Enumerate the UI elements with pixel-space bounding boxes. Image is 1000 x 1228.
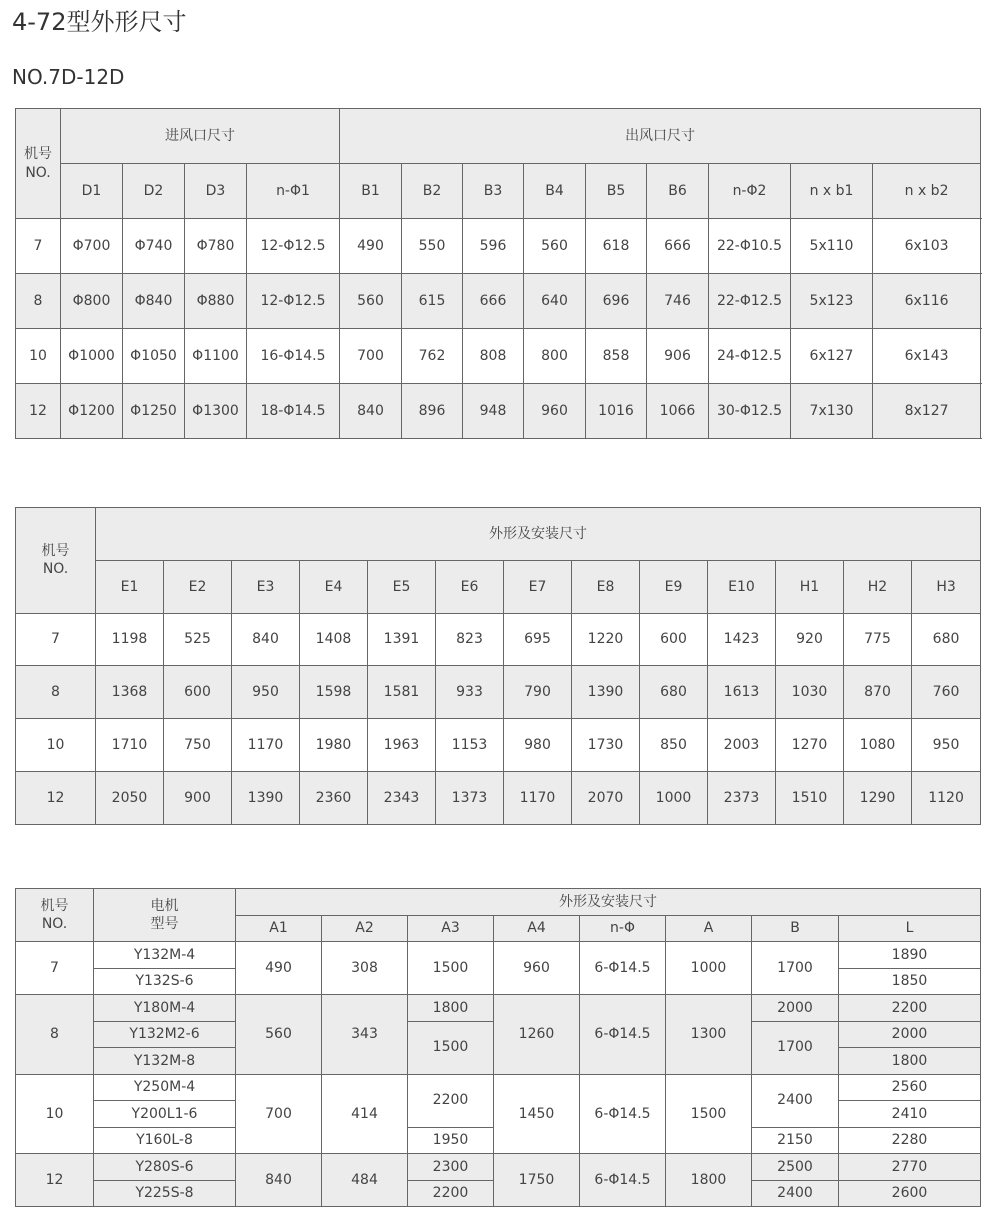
table-cell: 840 xyxy=(232,613,300,666)
machine-no-cell: 7 xyxy=(16,613,96,666)
table-cell: 1066 xyxy=(647,384,709,439)
table-cell: 1598 xyxy=(300,666,368,719)
table-cell: 18-Φ14.5 xyxy=(247,384,340,439)
a-cell: 1800 xyxy=(666,1154,752,1207)
inlet-outlet-dimensions-table xyxy=(15,108,981,439)
motor-model-cell: Y250M-4 xyxy=(94,1074,236,1101)
a3-cell: 2200 xyxy=(408,1180,494,1207)
table-cell: 12-Φ12.5 xyxy=(247,219,340,274)
table-row xyxy=(16,329,981,384)
table-cell: Φ1050 xyxy=(123,329,185,384)
motor-installation-table xyxy=(15,888,981,1207)
table-row xyxy=(16,719,981,772)
a4-cell: 1260 xyxy=(494,995,580,1075)
table-cell: 1016 xyxy=(586,384,647,439)
table-cell: 525 xyxy=(164,613,232,666)
table-cell: 790 xyxy=(504,666,572,719)
table-cell: Φ840 xyxy=(123,274,185,329)
a1-cell: 700 xyxy=(236,1074,322,1154)
table-cell: 1080 xyxy=(844,719,912,772)
table-cell: 900 xyxy=(164,771,232,824)
table-cell: 858 xyxy=(586,329,647,384)
motor-model-cell: Y200L1-6 xyxy=(94,1101,236,1128)
table-cell: 980 xyxy=(504,719,572,772)
table-cell: Φ800 xyxy=(61,274,123,329)
table-cell: 618 xyxy=(586,219,647,274)
machine-no-cell: 7 xyxy=(16,942,94,995)
a2-cell: 414 xyxy=(322,1074,408,1154)
table-cell: 760 xyxy=(912,666,981,719)
l-cell: 2410 xyxy=(839,1101,981,1128)
table-cell: 750 xyxy=(164,719,232,772)
l-cell: 1850 xyxy=(839,968,981,995)
table-cell: 1710 xyxy=(96,719,164,772)
a3-cell: 2300 xyxy=(408,1154,494,1181)
table-cell: 1980 xyxy=(300,719,368,772)
column-header-d1: D1 xyxy=(61,164,123,219)
l-cell: 1890 xyxy=(839,942,981,969)
table-cell: 840 xyxy=(340,384,402,439)
table-cell: 850 xyxy=(640,719,708,772)
b-cell: 2000 xyxy=(752,995,839,1022)
column-header-a2: A2 xyxy=(322,915,408,942)
outlet-size-header: 出风口尺寸 xyxy=(340,109,981,164)
motor-model-cell: Y132M-8 xyxy=(94,1048,236,1075)
a2-cell: 343 xyxy=(322,995,408,1075)
table-cell: 1408 xyxy=(300,613,368,666)
table-cell: 696 xyxy=(586,274,647,329)
machine-no-cell: 10 xyxy=(16,1074,94,1154)
column-header-d2: D2 xyxy=(123,164,185,219)
a4-cell: 1750 xyxy=(494,1154,580,1207)
table-row xyxy=(16,771,981,824)
table-cell: 2343 xyxy=(368,771,436,824)
table-cell: 950 xyxy=(912,719,981,772)
l-cell: 2000 xyxy=(839,1021,981,1048)
table-cell: 700 xyxy=(340,329,402,384)
table-cell: Φ1250 xyxy=(123,384,185,439)
table-cell: 12-Φ12.5 xyxy=(247,274,340,329)
column-header-b3: B3 xyxy=(463,164,524,219)
column-header-e9: E9 xyxy=(640,560,708,613)
a3-cell: 1950 xyxy=(408,1127,494,1154)
machine-no-cell: 12 xyxy=(16,1154,94,1207)
table-cell: 22-Φ10.5 xyxy=(709,219,791,274)
table-cell: 560 xyxy=(340,274,402,329)
table-cell: 808 xyxy=(463,329,524,384)
table-cell: 1170 xyxy=(504,771,572,824)
column-header-b: B xyxy=(752,915,839,942)
column-header-b5: B5 xyxy=(586,164,647,219)
a-cell: 1500 xyxy=(666,1074,752,1154)
b-cell: 2400 xyxy=(752,1180,839,1207)
machine-no-cell: 8 xyxy=(16,666,96,719)
table-cell: 1030 xyxy=(776,666,844,719)
model-range-subtitle: NO.7D-12D xyxy=(12,65,125,89)
table-cell: 6x143 xyxy=(873,329,981,384)
table-cell: 695 xyxy=(504,613,572,666)
table-cell: 680 xyxy=(912,613,981,666)
l-cell: 1800 xyxy=(839,1048,981,1075)
table-row xyxy=(16,995,981,1022)
a1-cell: 560 xyxy=(236,995,322,1075)
a3-cell: 1800 xyxy=(408,995,494,1022)
table-cell: Φ880 xyxy=(185,274,247,329)
table-cell: 1153 xyxy=(436,719,504,772)
motor-model-cell: Y132S-6 xyxy=(94,968,236,995)
table-cell: 5x110 xyxy=(791,219,873,274)
table-cell: 920 xyxy=(776,613,844,666)
l-cell: 2600 xyxy=(839,1180,981,1207)
table-cell: 6x127 xyxy=(791,329,873,384)
table-row xyxy=(16,1074,981,1101)
table-cell: 2070 xyxy=(572,771,640,824)
table-cell: 933 xyxy=(436,666,504,719)
table-cell: 490 xyxy=(340,219,402,274)
table-cell: Φ1200 xyxy=(61,384,123,439)
b-cell: 1700 xyxy=(752,1021,839,1074)
column-header-n-x-b1: n x b1 xyxy=(791,164,873,219)
table-cell: 560 xyxy=(524,219,586,274)
n-phi-cell: 6-Φ14.5 xyxy=(580,995,666,1075)
column-header-a: A xyxy=(666,915,752,942)
machine-no-header: 机号 NO. xyxy=(16,508,96,614)
b-cell: 1700 xyxy=(752,942,839,995)
table-cell: 7x130 xyxy=(791,384,873,439)
b-cell: 2150 xyxy=(752,1127,839,1154)
column-header-e5: E5 xyxy=(368,560,436,613)
motor-model-cell: Y160L-8 xyxy=(94,1127,236,1154)
table-cell: 6x103 xyxy=(873,219,981,274)
column-header-n-x-b2: n x b2 xyxy=(873,164,981,219)
table-row xyxy=(16,942,981,969)
table-cell: 1613 xyxy=(708,666,776,719)
column-header-e2: E2 xyxy=(164,560,232,613)
a3-cell: 2200 xyxy=(408,1074,494,1127)
machine-no-cell: 12 xyxy=(16,771,96,824)
machine-no-header: 机号 NO. xyxy=(16,109,61,219)
table-cell: 1120 xyxy=(912,771,981,824)
overall-install-size-header: 外形及安装尺寸 xyxy=(236,889,981,916)
table-cell: Φ700 xyxy=(61,219,123,274)
table-cell: 1963 xyxy=(368,719,436,772)
column-header-e1: E1 xyxy=(96,560,164,613)
table-cell: 960 xyxy=(524,384,586,439)
n-phi-cell: 6-Φ14.5 xyxy=(580,1074,666,1154)
column-header-e3: E3 xyxy=(232,560,300,613)
motor-model-header: 电机 型号 xyxy=(94,889,236,942)
table-cell: 600 xyxy=(164,666,232,719)
table-cell: 1198 xyxy=(96,613,164,666)
table-cell: 800 xyxy=(524,329,586,384)
table-cell: 948 xyxy=(463,384,524,439)
table-row xyxy=(16,613,981,666)
inlet-size-header: 进风口尺寸 xyxy=(61,109,340,164)
table-cell: 870 xyxy=(844,666,912,719)
table-cell: 8x127 xyxy=(873,384,981,439)
table-cell: 762 xyxy=(402,329,463,384)
column-header-a3: A3 xyxy=(408,915,494,942)
a2-cell: 308 xyxy=(322,942,408,995)
a4-cell: 1450 xyxy=(494,1074,580,1154)
a2-cell: 484 xyxy=(322,1154,408,1207)
table-row xyxy=(16,666,981,719)
table-cell: 1270 xyxy=(776,719,844,772)
table-cell: 24-Φ12.5 xyxy=(709,329,791,384)
a4-cell: 960 xyxy=(494,942,580,995)
column-header-e4: E4 xyxy=(300,560,368,613)
table-row xyxy=(16,274,981,329)
motor-model-cell: Y180M-4 xyxy=(94,995,236,1022)
table-cell: 680 xyxy=(640,666,708,719)
column-header-a1: A1 xyxy=(236,915,322,942)
table-cell: 2360 xyxy=(300,771,368,824)
machine-no-cell: 12 xyxy=(16,384,61,439)
b-cell: 2500 xyxy=(752,1154,839,1181)
table-cell: Φ1000 xyxy=(61,329,123,384)
header-row xyxy=(16,889,981,916)
table-cell: 896 xyxy=(402,384,463,439)
l-cell: 2280 xyxy=(839,1127,981,1154)
column-header-n-2: n-Φ2 xyxy=(709,164,791,219)
table-cell: 950 xyxy=(232,666,300,719)
machine-no-header: 机号 NO. xyxy=(16,889,94,942)
table-cell: 775 xyxy=(844,613,912,666)
table-cell: 823 xyxy=(436,613,504,666)
table-cell: 640 xyxy=(524,274,586,329)
a1-cell: 490 xyxy=(236,942,322,995)
table-cell: 615 xyxy=(402,274,463,329)
table-cell: Φ1100 xyxy=(185,329,247,384)
table-cell: 666 xyxy=(463,274,524,329)
column-header-a4: A4 xyxy=(494,915,580,942)
table-cell: 600 xyxy=(640,613,708,666)
table-cell: 1423 xyxy=(708,613,776,666)
n-phi-cell: 6-Φ14.5 xyxy=(580,942,666,995)
table-cell: 666 xyxy=(647,219,709,274)
overall-installation-dimensions-table xyxy=(15,507,981,825)
column-header-b6: B6 xyxy=(647,164,709,219)
motor-model-cell: Y132M-4 xyxy=(94,942,236,969)
machine-no-cell: 10 xyxy=(16,719,96,772)
column-header-n-1: n-Φ1 xyxy=(247,164,340,219)
column-header-h1: H1 xyxy=(776,560,844,613)
b-cell: 2400 xyxy=(752,1074,839,1127)
table-cell: 550 xyxy=(402,219,463,274)
n-phi-cell: 6-Φ14.5 xyxy=(580,1154,666,1207)
a3-cell: 1500 xyxy=(408,1021,494,1074)
table-cell: 1373 xyxy=(436,771,504,824)
table-cell: Φ1300 xyxy=(185,384,247,439)
machine-no-cell: 8 xyxy=(16,274,61,329)
table-cell: 30-Φ12.5 xyxy=(709,384,791,439)
table-cell: 2003 xyxy=(708,719,776,772)
table-cell: 1510 xyxy=(776,771,844,824)
column-header-e6: E6 xyxy=(436,560,504,613)
table-cell: 1000 xyxy=(640,771,708,824)
column-header-b1: B1 xyxy=(340,164,402,219)
motor-model-cell: Y225S-8 xyxy=(94,1180,236,1207)
table-cell: 1390 xyxy=(232,771,300,824)
table-row xyxy=(16,384,981,439)
table-cell: 1220 xyxy=(572,613,640,666)
a-cell: 1300 xyxy=(666,995,752,1075)
machine-no-cell: 7 xyxy=(16,219,61,274)
column-header-d3: D3 xyxy=(185,164,247,219)
table-cell: 596 xyxy=(463,219,524,274)
l-cell: 2200 xyxy=(839,995,981,1022)
column-header-e7: E7 xyxy=(504,560,572,613)
column-header-e8: E8 xyxy=(572,560,640,613)
table-cell: 2050 xyxy=(96,771,164,824)
column-header-e10: E10 xyxy=(708,560,776,613)
table-row xyxy=(16,1154,981,1181)
column-header-l: L xyxy=(839,915,981,942)
table-cell: 16-Φ14.5 xyxy=(247,329,340,384)
a3-cell: 1500 xyxy=(408,942,494,995)
a1-cell: 840 xyxy=(236,1154,322,1207)
l-cell: 2770 xyxy=(839,1154,981,1181)
column-header-b2: B2 xyxy=(402,164,463,219)
column-header-n-phi: n-Φ xyxy=(580,915,666,942)
table-cell: 5x123 xyxy=(791,274,873,329)
table-cell: 746 xyxy=(647,274,709,329)
a-cell: 1000 xyxy=(666,942,752,995)
table-cell: 1390 xyxy=(572,666,640,719)
column-header-h2: H2 xyxy=(844,560,912,613)
table-cell: 2373 xyxy=(708,771,776,824)
table-cell: 1170 xyxy=(232,719,300,772)
table-cell: 1581 xyxy=(368,666,436,719)
table-cell: 906 xyxy=(647,329,709,384)
column-header-h3: H3 xyxy=(912,560,981,613)
table-cell: 1391 xyxy=(368,613,436,666)
motor-model-cell: Y280S-6 xyxy=(94,1154,236,1181)
page-title: 4-72型外形尺寸 xyxy=(12,8,187,36)
table-cell: 1368 xyxy=(96,666,164,719)
table-cell: 1290 xyxy=(844,771,912,824)
table-row xyxy=(16,219,981,274)
machine-no-cell: 10 xyxy=(16,329,61,384)
l-cell: 2560 xyxy=(839,1074,981,1101)
table-cell: Φ740 xyxy=(123,219,185,274)
machine-no-cell: 8 xyxy=(16,995,94,1075)
table-cell: 6x116 xyxy=(873,274,981,329)
table-cell: Φ780 xyxy=(185,219,247,274)
overall-install-size-header: 外形及安装尺寸 xyxy=(96,508,981,561)
motor-model-cell: Y132M2-6 xyxy=(94,1021,236,1048)
table-cell: 22-Φ12.5 xyxy=(709,274,791,329)
column-header-b4: B4 xyxy=(524,164,586,219)
table-cell: 1730 xyxy=(572,719,640,772)
